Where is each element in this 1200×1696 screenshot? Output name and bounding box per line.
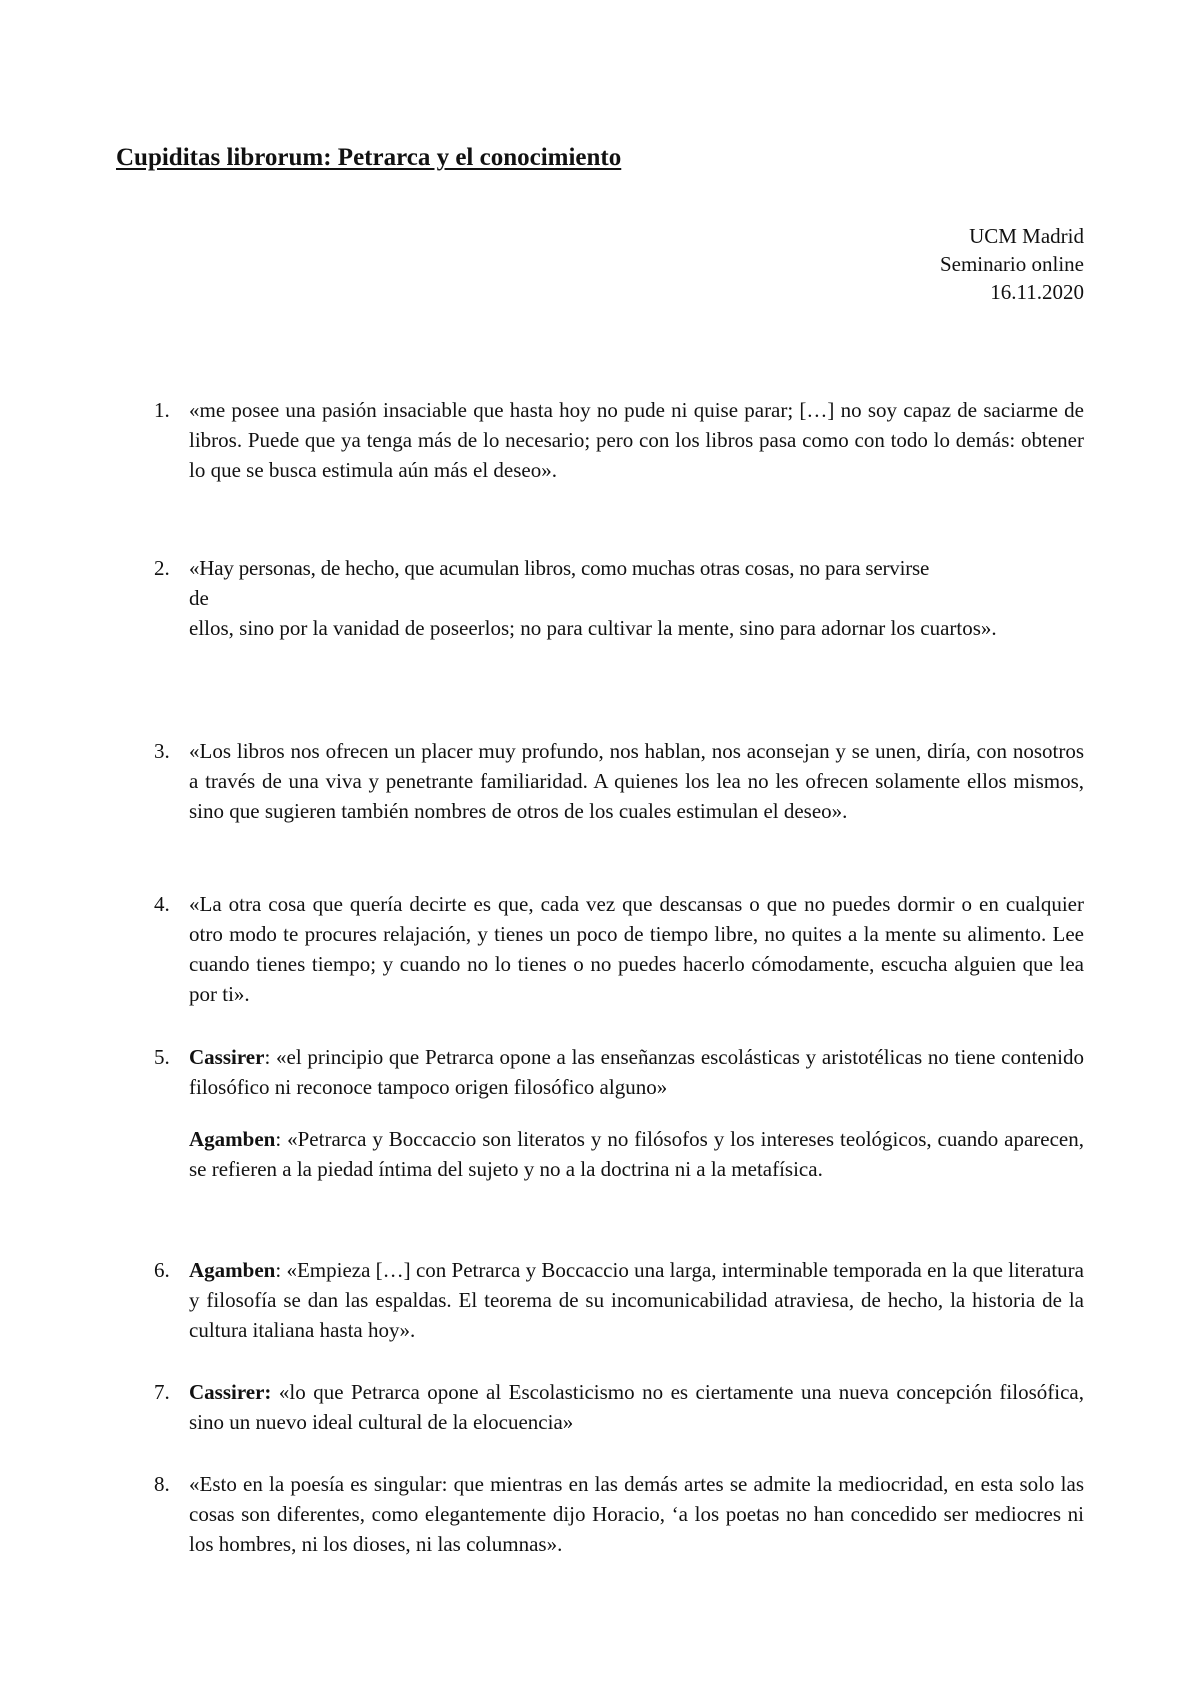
item-number: 3. [154, 739, 170, 763]
list-item [154, 395, 1084, 485]
item-text: «La otra cosa que quería decirte es que, cada vez que descansas o que no puedes dormir o en cualquier otro modo te procures relajación, y tienes un poco de tiempo libre, no quites a la mente su alimento. Lee cuando tienes tiempo; y cuando no lo tienes o no puedes hacerlo cómodamente, escucha alguien que lea por ti». [189, 892, 1084, 1006]
item-number: 5. [154, 1045, 170, 1069]
item-text: Cassirer: «el principio que Petrarca opone a las enseñanzas escolásticas y aristotélicas no tiene contenido filosófico ni reconoce tampoco origen filosófico alguno» [189, 1045, 1084, 1099]
list-item [154, 1469, 1084, 1559]
item-text-line: «Hay personas, de hecho, que acumulan libros, como muchas otras cosas, no para servirse [189, 556, 930, 580]
item-text: «me posee una pasión insaciable que hasta hoy no pude ni quise parar; […] no soy capaz de saciarme de libros. Puede que ya tenga más de lo necesario; pero con los libros pasa como con todo lo demás: obtener lo que se busca estimula aún más el deseo». [189, 398, 1084, 482]
item-text: Cassirer: «lo que Petrarca opone al Escolasticismo no es ciertamente una nueva concepción filosófica, sino un nuevo ideal cultural de la elocuencia» [189, 1380, 1084, 1434]
event: Seminario online [939, 252, 1084, 276]
document-title: Cupiditas librorum: Petrarca y el conocimiento [116, 144, 622, 171]
quote-author: Cassirer [189, 1045, 265, 1069]
item-number: 1. [154, 398, 170, 422]
item-number: 6. [154, 1258, 170, 1282]
list-item [154, 736, 1084, 826]
quote-author: Cassirer: [189, 1380, 272, 1404]
institution: UCM Madrid [969, 224, 1084, 248]
document-meta [940, 222, 1084, 306]
list-item [154, 553, 1084, 643]
item-number: 7. [154, 1380, 170, 1404]
item-text: ellos, sino por la vanidad de poseerlos; no para cultivar la mente, sino para adornar los cuartos». [189, 616, 997, 640]
item-text: «Los libros nos ofrecen un placer muy profundo, nos hablan, nos aconsejan y se unen, diría, con nosotros a través de una viva y penetrante familiaridad. A quienes los lea no les ofrecen solamente ellos mismos, sino que sugieren también nombres de otros de los cuales estimulan el deseo». [189, 739, 1084, 823]
item-text: Agamben: «Empieza […] con Petrarca y Boccaccio una larga, interminable temporada en la que literatura y filosofía se dan las espaldas. El teorema de su incomunicabilidad atraviesa, de hecho, la historia de la cultura italiana hasta hoy». [189, 1258, 1084, 1342]
list-item [154, 1255, 1084, 1345]
item-text: Agamben: «Petrarca y Boccaccio son literatos y no filósofos y los intereses teológicos, cuando aparecen, se refieren a la piedad íntima del sujeto y no a la doctrina ni a la metafísica. [189, 1127, 1084, 1181]
item-text-line: de [189, 586, 209, 610]
quote-author: Agamben [189, 1127, 276, 1151]
date: 16.11.2020 [990, 280, 1084, 304]
item-number: 4. [154, 892, 170, 916]
item-number: 8. [154, 1472, 170, 1496]
item-number: 2. [154, 556, 170, 580]
list-item [154, 889, 1084, 1009]
quote-author: Agamben [189, 1258, 276, 1282]
list-item [154, 1042, 1084, 1184]
item-text: «Esto en la poesía es singular: que mientras en las demás artes se admite la mediocridad, en esta solo las cosas son diferentes, como elegantemente dijo Horacio, ‘a los poetas no han concedido ser mediocres ni los hombres, ni los dioses, ni las columnas». [189, 1472, 1084, 1556]
list-item [154, 1377, 1084, 1437]
